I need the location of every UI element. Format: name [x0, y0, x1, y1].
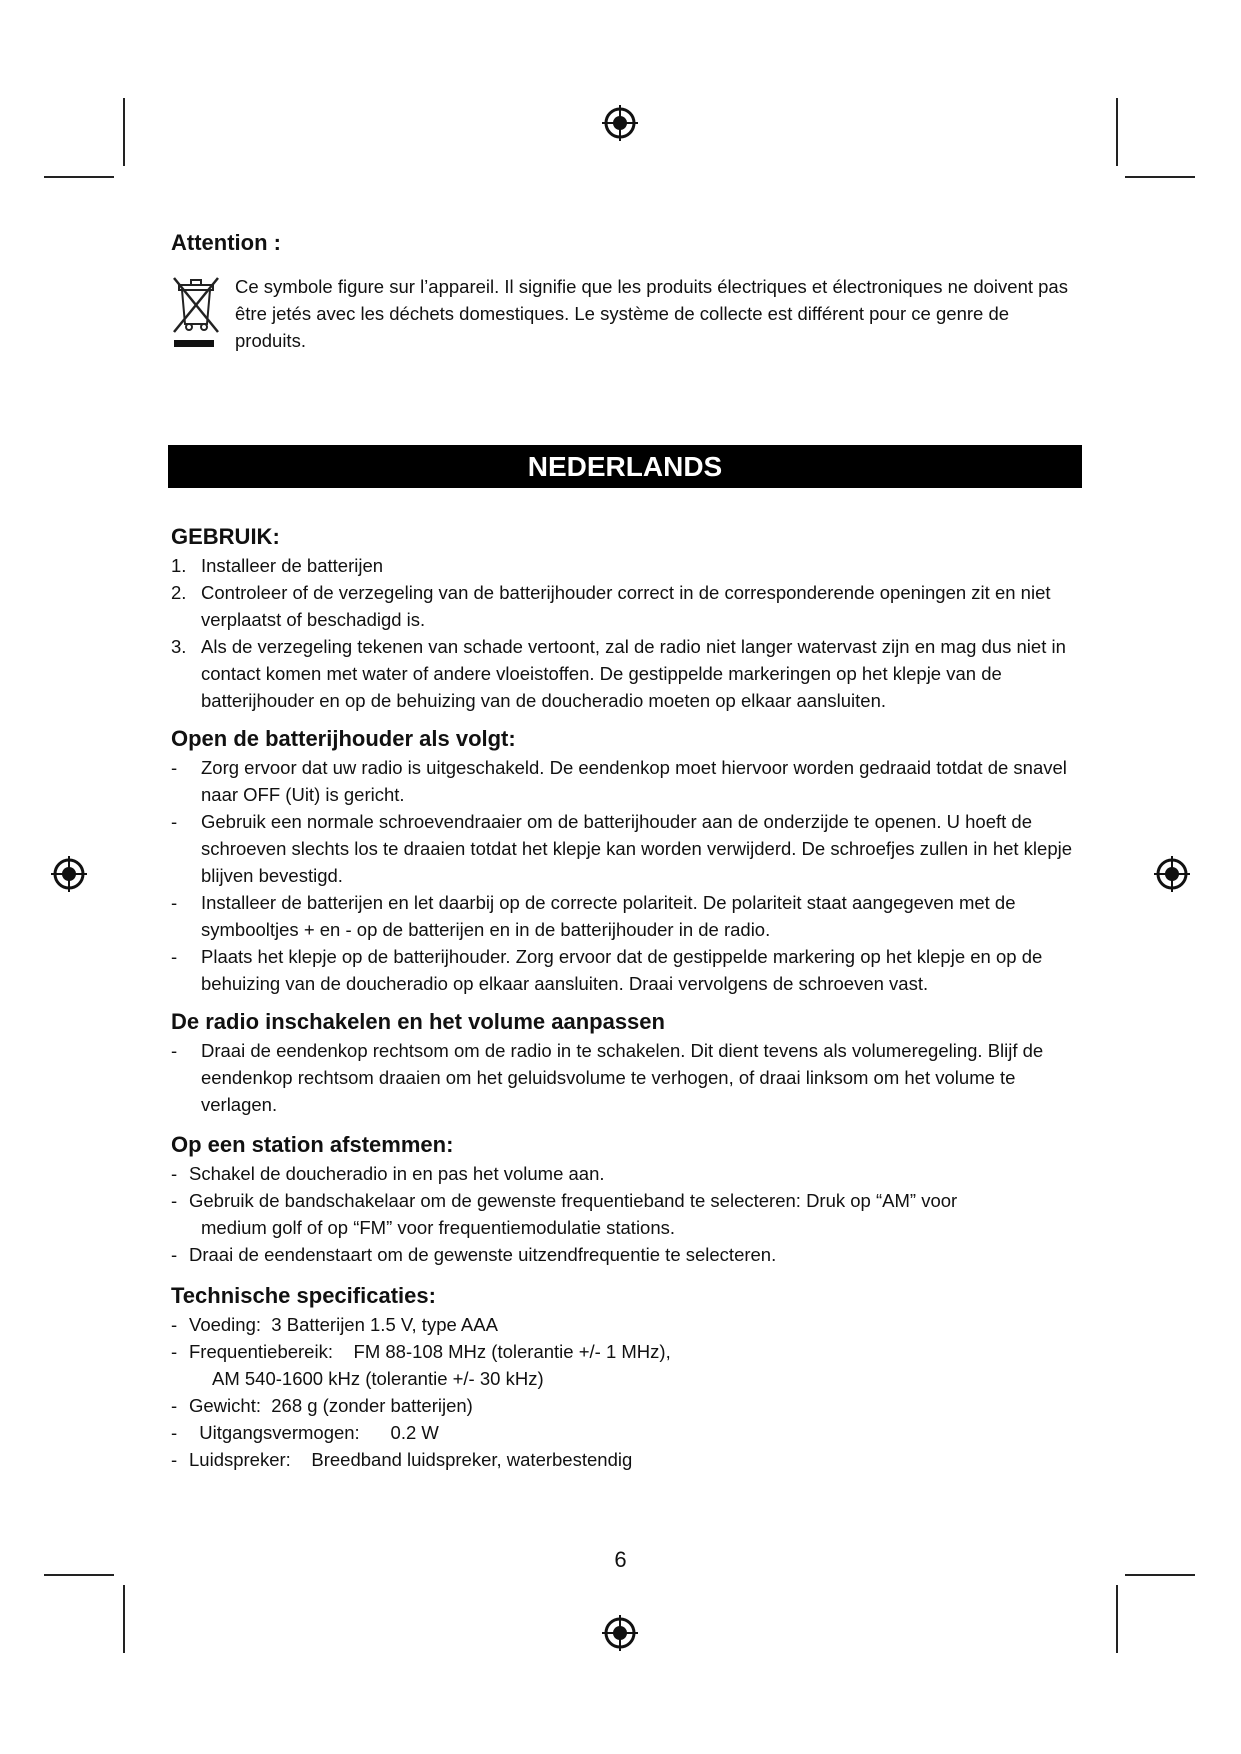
- list-marker: -: [171, 757, 178, 778]
- volume-section: [171, 1007, 1091, 1118]
- list-item-text: Gebruik een normale schroevendraaier om de batterijhouder aan de onderzijde te openen. U hoeft de schroeven slechts los te draaien totdat het klepje kan worden verwijderd. De schroefjes zullen in het klepje blijven bevestigd.: [201, 811, 1073, 886]
- crop-mark-bottom-right-vertical: [1116, 1585, 1118, 1653]
- registration-mark-icon: [1152, 854, 1192, 894]
- batterij-list: [171, 754, 1091, 997]
- registration-mark-icon: [600, 103, 640, 143]
- list-marker: -: [171, 1422, 178, 1443]
- list-item: [171, 1187, 1091, 1241]
- list-marker: 2.: [171, 582, 187, 603]
- list-item-text: Installeer de batterijen: [201, 555, 384, 576]
- list-item-text: Gebruik de bandschakelaar om de gewenste frequentieband te selecteren: Druk op “AM” voor: [189, 1190, 958, 1211]
- list-marker: -: [171, 1163, 178, 1184]
- list-item-text: Plaats het klepje op de batterijhouder. Zorg ervoor dat de gestippelde markering op het klepje en op de behuizing van de doucheradio op elkaar aansluiten. Draai vervolgens de schroeven vast.: [201, 946, 1043, 994]
- spec-label: Gewicht:: [189, 1395, 261, 1416]
- attention-heading: Attention :: [171, 230, 281, 255]
- list-item-continuation: medium golf of op “FM” voor frequentiemodulatie stations.: [201, 1217, 676, 1238]
- list-item: [171, 579, 1091, 633]
- batterij-heading: Open de batterijhouder als volgt:: [171, 726, 516, 751]
- list-item: [171, 633, 1091, 714]
- spec-label: Voeding:: [189, 1314, 262, 1335]
- spec-value: FM 88-108 MHz (tolerantie +/- 1 MHz),: [353, 1341, 671, 1362]
- list-item: [171, 1160, 1091, 1187]
- specs-list: [171, 1311, 1091, 1473]
- list-item: [171, 889, 1091, 943]
- spec-label: Uitgangsvermogen:: [199, 1422, 360, 1443]
- list-marker: -: [171, 1244, 178, 1265]
- spec-label: Frequentiebereik:: [189, 1341, 333, 1362]
- gebruik-heading: GEBRUIK:: [171, 524, 280, 549]
- spec-item: [171, 1419, 1091, 1446]
- specs-section: [171, 1281, 1091, 1473]
- crossed-out-wheelie-bin-icon: [170, 274, 222, 352]
- crop-mark-top-left-vertical: [123, 98, 125, 166]
- volume-heading: De radio inschakelen en het volume aanpassen: [171, 1009, 665, 1034]
- spec-value: 0.2 W: [390, 1422, 439, 1443]
- crop-mark-bottom-left-vertical: [123, 1585, 125, 1653]
- list-item: [171, 943, 1091, 997]
- page-number: 6: [614, 1547, 627, 1572]
- station-list: [171, 1160, 1091, 1268]
- list-marker: 3.: [171, 636, 187, 657]
- list-marker: -: [171, 892, 178, 913]
- crop-mark-bottom-right-horizontal: [1125, 1574, 1195, 1576]
- crop-mark-top-right-vertical: [1116, 98, 1118, 166]
- spec-item: [171, 1338, 1091, 1392]
- gebruik-list: [171, 552, 1091, 714]
- list-marker: -: [171, 1314, 178, 1335]
- list-marker: -: [171, 1395, 178, 1416]
- list-marker: -: [171, 1190, 178, 1211]
- list-item-text: Schakel de doucheradio in en pas het volume aan.: [189, 1163, 605, 1184]
- crop-mark-top-right-horizontal: [1125, 176, 1195, 178]
- list-item-text: Als de verzegeling tekenen van schade vertoont, zal de radio niet langer watervast zijn en mag dus niet in contact komen met water of andere vloeistoffen. De gestippelde markeringen op het klepje van de batterijhouder en op de behuizing van de doucheradio moeten op elkaar aansluiten.: [201, 636, 1066, 711]
- station-heading: Op een station afstemmen:: [171, 1132, 454, 1157]
- spec-value: 268 g (zonder batterijen): [271, 1395, 473, 1416]
- list-item-text: Installeer de batterijen en let daarbij op de correcte polariteit. De polariteit staat aangegeven met de symbooltjes + en - op de batterijen en in de batterijhouder in de radio.: [201, 892, 1016, 940]
- registration-mark-icon: [49, 854, 89, 894]
- spec-item: [171, 1392, 1091, 1419]
- crop-mark-bottom-left-horizontal: [44, 1574, 114, 1576]
- list-marker: -: [171, 811, 178, 832]
- registration-mark-icon: [600, 1613, 640, 1653]
- spec-continuation: AM 540-1600 kHz (tolerantie +/- 30 kHz): [212, 1368, 544, 1389]
- list-item-text: Zorg ervoor dat uw radio is uitgeschakeld. De eendenkop moet hiervoor worden gedraaid totdat de snavel naar OFF (Uit) is gericht.: [201, 757, 1067, 805]
- spec-label: Luidspreker:: [189, 1449, 291, 1470]
- specs-heading: Technische specificaties:: [171, 1283, 436, 1308]
- attention-text: Ce symbole figure sur l’appareil. Il signifie que les produits électriques et électroniques ne doivent pas être jetés avec les déchets domestiques. Le système de collecte est différent pour ce genre de produits.: [235, 276, 1068, 351]
- list-item: [171, 808, 1091, 889]
- volume-list: [171, 1037, 1091, 1118]
- list-item-text: Controleer of de verzegeling van de batterijhouder correct in de corresponderende openingen zit en niet verplaatst of beschadigd is.: [201, 582, 1051, 630]
- list-marker: 1.: [171, 555, 187, 576]
- spec-item: [171, 1446, 1091, 1473]
- list-marker: -: [171, 1449, 178, 1470]
- list-item-text: Draai de eendenstaart om de gewenste uitzendfrequentie te selecteren.: [189, 1244, 777, 1265]
- list-item: [171, 1037, 1091, 1118]
- spec-value: Breedband luidspreker, waterbestendig: [311, 1449, 633, 1470]
- list-marker: -: [171, 946, 178, 967]
- list-marker: -: [171, 1341, 178, 1362]
- language-banner: NEDERLANDS: [168, 445, 1082, 488]
- list-item: [171, 552, 1091, 579]
- list-item: [171, 1241, 1091, 1268]
- spec-value: 3 Batterijen 1.5 V, type AAA: [271, 1314, 498, 1335]
- spec-item: [171, 1311, 1091, 1338]
- list-item-text: Draai de eendenkop rechtsom om de radio in te schakelen. Dit dient tevens als volumeregeling. Blijf de eendenkop rechtsom draaien om het geluidsvolume te verhogen, of draai linksom om het volume te verlagen.: [201, 1040, 1044, 1115]
- list-item: [171, 754, 1091, 808]
- station-section: [171, 1130, 1091, 1268]
- list-marker: -: [171, 1040, 178, 1061]
- crop-mark-top-left-horizontal: [44, 176, 114, 178]
- batterij-section: [171, 724, 1091, 997]
- gebruik-section: [171, 522, 1091, 714]
